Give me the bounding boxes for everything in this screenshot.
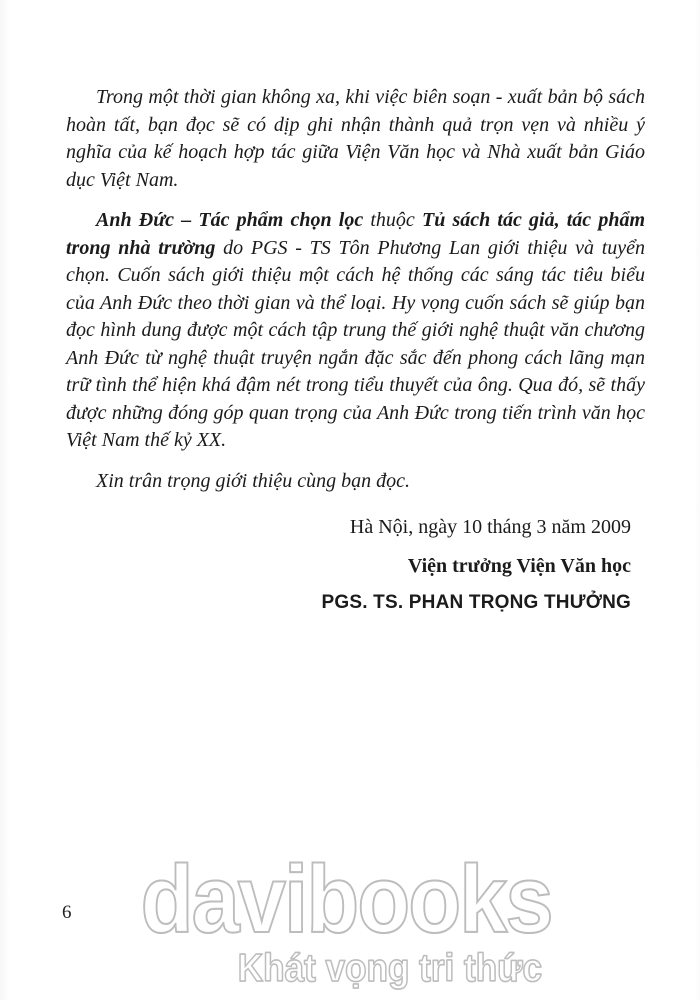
paragraph-closing xyxy=(66,468,645,496)
signer-name: PGS. TS. PHAN TRỌNG THƯỞNG xyxy=(321,592,631,613)
description-rest-text: do PGS - TS Tôn Phương Lan giới thiệu và tuyển chọn. Cuốn sách giới thiệu một cách hệ thống các sáng tác tiêu biểu của Anh Đức theo thời gian và thể loại. Hy vọng cuốn sách sẽ giúp bạn đọc hình dung được một cách tập trung thế giới nghệ thuật văn chương Anh Đức từ nghệ thuật truyện ngắn đặc sắc đến phong cách lãng mạn trữ tình thể hiện khá đậm nét trong tiểu thuyết của ông. Qua đó, sẽ thấy được những đóng góp quan trọng của Anh Đức trong tiến trình văn học Việt Nam thế kỷ XX. xyxy=(66,236,646,451)
signature-block xyxy=(66,514,645,617)
series-title-emphasis: Tủ sách tác giả, tác phẩm trong nhà trường xyxy=(66,209,646,259)
page-content xyxy=(66,84,645,617)
connector-text: thuộc xyxy=(370,209,422,231)
page-number: 6 xyxy=(62,902,72,923)
watermark-tagline: Khát vọng tri thức xyxy=(237,947,542,990)
paragraph-intro xyxy=(66,84,645,194)
paragraph-closing-text: Xin trân trọng giới thiệu cùng bạn đọc. xyxy=(96,469,410,492)
watermark-logo-text: davibooks xyxy=(140,846,552,953)
book-title-emphasis: Anh Đức – Tác phẩm chọn lọc xyxy=(96,209,364,231)
paragraph-intro-text: Trong một thời gian không xa, khi việc biên soạn - xuất bản bộ sách hoàn tất, bạn đọc sẽ có dịp ghi nhận thành quả trọn vẹn và nhiều ý nghĩa của kế hoạch hợp tác giữa Viện Văn học và Nhà xuất bản Giáo dục Việt Nam. xyxy=(66,86,645,191)
paragraph-book-description xyxy=(66,207,645,455)
signer-title: Viện trưởng Viện Văn học xyxy=(407,554,631,577)
dateline: Hà Nội, ngày 10 tháng 3 năm 2009 xyxy=(349,516,631,538)
